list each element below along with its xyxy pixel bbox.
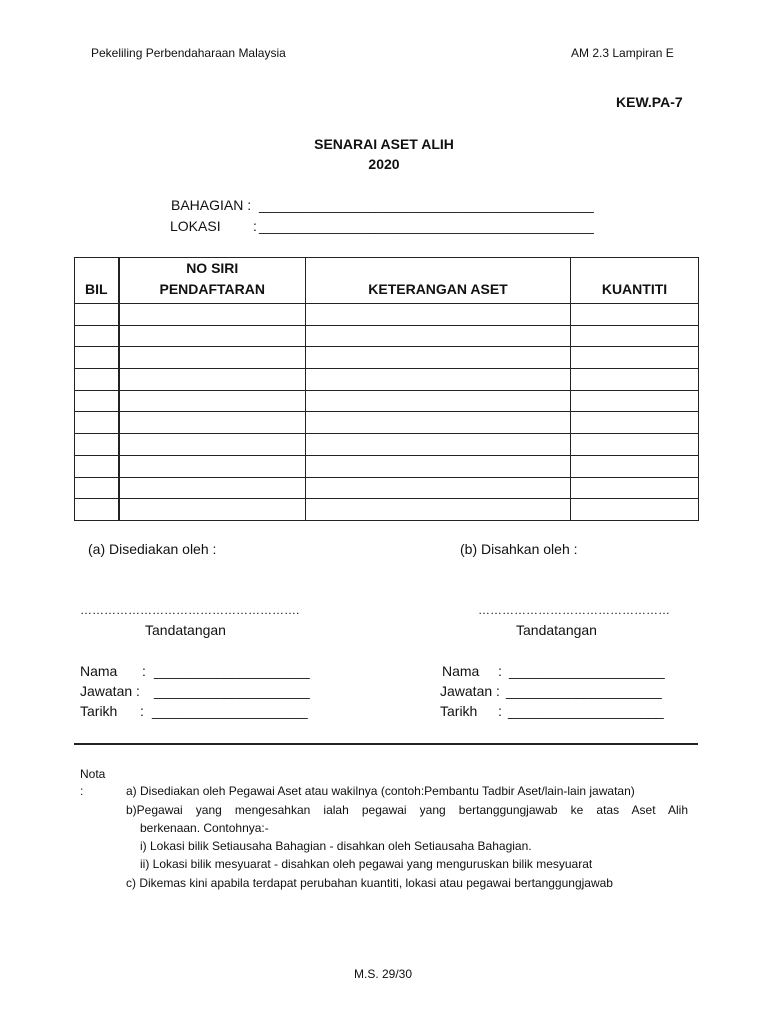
cell-keterangan[interactable] — [306, 304, 571, 326]
cell-no-siri[interactable] — [119, 455, 306, 477]
cell-kuantiti[interactable] — [571, 325, 699, 347]
col-bil: BIL — [75, 258, 119, 304]
prepared-by-jawatan-label: Jawatan : — [80, 683, 140, 699]
cell-keterangan[interactable] — [306, 325, 571, 347]
approved-by-sign-label: Tandatangan — [516, 622, 597, 638]
cell-no-siri[interactable] — [119, 304, 306, 326]
approved-by-signature-line[interactable]: ………………………………………… — [478, 603, 670, 617]
col-keterangan: KETERANGAN ASET — [306, 258, 571, 304]
bahagian-label: BAHAGIAN : — [171, 197, 252, 213]
prepared-by-tarikh-label: Tarikh — [80, 703, 118, 719]
cell-keterangan[interactable] — [306, 499, 571, 521]
prepared-by-sign-label: Tandatangan — [145, 622, 226, 638]
cell-no-siri[interactable] — [119, 434, 306, 456]
table-row — [75, 369, 699, 391]
cell-bil[interactable] — [75, 347, 119, 369]
cell-bil[interactable] — [75, 477, 119, 499]
nota-item-b-cont: berkenaan. Contohnya:- — [140, 821, 269, 835]
lokasi-line[interactable]: ___________________________________________ — [259, 218, 594, 234]
nota-item-a: a) Disediakan oleh Pegawai Aset atau wakilnya (contoh:Pembantu Tadbir Aset/lain-lain jawatan) — [126, 784, 635, 798]
nota-item-b-i: i) Lokasi bilik Setiausaha Bahagian - disahkan oleh Setiausaha Bahagian. — [140, 839, 532, 853]
nota-item-b: b)Pegawai yang mengesahkan ialah pegawai yang bertanggungjawab ke atas Aset Alih — [126, 803, 688, 817]
page-number: M.S. 29/30 — [354, 967, 413, 981]
cell-no-siri[interactable] — [119, 369, 306, 391]
table-row — [75, 412, 699, 434]
cell-keterangan[interactable] — [306, 347, 571, 369]
nota-label: Nota — [80, 767, 106, 781]
cell-kuantiti[interactable] — [571, 434, 699, 456]
cell-bil[interactable] — [75, 434, 119, 456]
cell-kuantiti[interactable] — [571, 477, 699, 499]
prepared-by-nama-label: Nama — [80, 663, 118, 679]
approved-by-tarikh-colon: : — [498, 703, 502, 719]
cell-kuantiti[interactable] — [571, 455, 699, 477]
cell-bil[interactable] — [75, 304, 119, 326]
cell-no-siri[interactable] — [119, 325, 306, 347]
asset-table — [74, 257, 699, 521]
lokasi-colon: : — [253, 218, 257, 234]
table-row — [75, 477, 699, 499]
approved-by-tarikh-label: Tarikh — [440, 703, 478, 719]
cell-no-siri[interactable] — [119, 412, 306, 434]
cell-keterangan[interactable] — [306, 455, 571, 477]
cell-no-siri[interactable] — [119, 390, 306, 412]
nota-item-c: c) Dikemas kini apabila terdapat perubahan kuantiti, lokasi atau pegawai bertanggungjawab — [126, 876, 613, 890]
approved-by-tarikh-field[interactable]: ____________________ — [508, 703, 664, 719]
table-row — [75, 390, 699, 412]
nota-item-b-ii: ii) Lokasi bilik mesyuarat - disahkan oleh pegawai yang menguruskan bilik mesyuarat — [140, 857, 593, 871]
table-row — [75, 434, 699, 456]
bahagian-line[interactable]: ___________________________________________ — [259, 197, 594, 213]
prepared-by-signature-line[interactable]: ………………………………………………. — [80, 603, 300, 617]
col-kuantiti: KUANTITI — [571, 258, 699, 304]
cell-keterangan[interactable] — [306, 412, 571, 434]
cell-bil[interactable] — [75, 390, 119, 412]
prepared-by-tarikh-colon: : — [140, 703, 144, 719]
header-left: Pekeliling Perbendaharaan Malaysia — [91, 46, 286, 60]
cell-no-siri[interactable] — [119, 477, 306, 499]
table-row — [75, 455, 699, 477]
approved-by-jawatan-label: Jawatan : — [440, 683, 500, 699]
table-row — [75, 499, 699, 521]
section-divider — [74, 743, 698, 745]
cell-bil[interactable] — [75, 369, 119, 391]
prepared-by-nama-colon: : — [142, 663, 146, 679]
table-row — [75, 347, 699, 369]
cell-bil[interactable] — [75, 325, 119, 347]
table-row — [75, 304, 699, 326]
approved-by-jawatan-field[interactable]: ____________________ — [506, 683, 662, 699]
nota-colon: : — [80, 784, 84, 798]
prepared-by-jawatan-field[interactable]: ____________________ — [154, 683, 310, 699]
cell-kuantiti[interactable] — [571, 369, 699, 391]
cell-bil[interactable] — [75, 412, 119, 434]
cell-keterangan[interactable] — [306, 369, 571, 391]
approved-by-nama-colon: : — [498, 663, 502, 679]
cell-kuantiti[interactable] — [571, 304, 699, 326]
prepared-by-tarikh-field[interactable]: ____________________ — [152, 703, 308, 719]
approved-by-nama-field[interactable]: ____________________ — [509, 663, 665, 679]
cell-no-siri[interactable] — [119, 499, 306, 521]
cell-keterangan[interactable] — [306, 477, 571, 499]
cell-bil[interactable] — [75, 499, 119, 521]
cell-keterangan[interactable] — [306, 390, 571, 412]
prepared-by-nama-field[interactable]: ____________________ — [154, 663, 310, 679]
header-right: AM 2.3 Lampiran E — [571, 46, 674, 60]
cell-keterangan[interactable] — [306, 434, 571, 456]
prepared-by-title: (a) Disediakan oleh : — [88, 541, 217, 557]
cell-kuantiti[interactable] — [571, 347, 699, 369]
approved-by-nama-label: Nama — [442, 663, 480, 679]
approved-by-title: (b) Disahkan oleh : — [460, 541, 578, 557]
cell-kuantiti[interactable] — [571, 390, 699, 412]
table-header-row — [75, 258, 699, 304]
cell-kuantiti[interactable] — [571, 412, 699, 434]
lokasi-label: LOKASI — [170, 218, 221, 234]
form-year: 2020 — [368, 156, 400, 172]
col-no-siri: NO SIRI PENDAFTARAN — [119, 258, 306, 304]
cell-kuantiti[interactable] — [571, 499, 699, 521]
form-title: SENARAI ASET ALIH — [314, 136, 454, 152]
cell-no-siri[interactable] — [119, 347, 306, 369]
table-row — [75, 325, 699, 347]
cell-bil[interactable] — [75, 455, 119, 477]
form-code: KEW.PA-7 — [616, 94, 683, 110]
